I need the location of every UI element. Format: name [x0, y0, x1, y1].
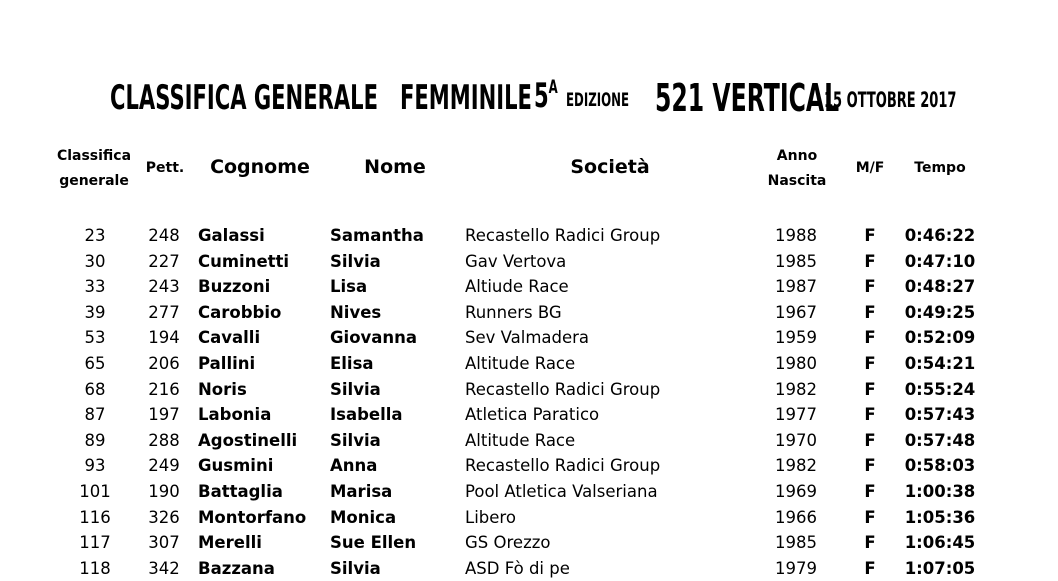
rank-cell: 89: [84, 430, 106, 450]
table-row: [0, 325, 1058, 350]
table-row: [0, 249, 1058, 274]
time-cell: 0:52:09: [904, 328, 976, 348]
table-row: [0, 556, 1058, 581]
name-cell: Monica: [330, 507, 397, 527]
club-cell: Altitude Race: [465, 430, 576, 450]
sex-cell: F: [864, 328, 876, 348]
club-cell: Altiude Race: [465, 277, 569, 297]
sex-cell: F: [864, 507, 876, 527]
bib-cell: 342: [148, 558, 180, 578]
rank-cell: 39: [84, 302, 106, 322]
table-row: [0, 530, 1058, 555]
bib-cell: 277: [148, 302, 180, 322]
title-edition-sup: A: [548, 76, 558, 98]
rank-cell: 53: [84, 328, 106, 348]
name-cell: Silvia: [330, 251, 381, 271]
sex-cell: F: [864, 482, 876, 501]
time-cell: 1:06:45: [904, 533, 976, 553]
header-club: Società: [570, 156, 650, 178]
year-cell: 1966: [775, 507, 817, 527]
header-sex: M/F: [855, 160, 885, 176]
time-cell: 0:57:43: [904, 405, 976, 425]
surname-cell: Montorfano: [198, 507, 307, 527]
time-cell: 1:05:36: [904, 507, 976, 527]
sex-cell: F: [864, 558, 876, 578]
year-cell: 1959: [775, 328, 817, 348]
name-cell: Nives: [330, 302, 382, 322]
club-cell: ASD Fò di pe: [465, 558, 570, 578]
header-year: [758, 144, 836, 194]
name-cell: Silvia: [330, 558, 381, 578]
year-cell: 1969: [775, 482, 817, 501]
name-cell: Silvia: [330, 379, 381, 399]
time-cell: 0:47:10: [904, 251, 976, 271]
rank-cell: 101: [79, 482, 111, 501]
time-cell: 0:48:27: [904, 277, 976, 297]
name-cell: Lisa: [330, 277, 368, 297]
header-time: Tempo: [914, 160, 966, 176]
title-edition-number: $5^A$: [534, 76, 558, 116]
table-row: [0, 274, 1058, 299]
sex-cell: F: [864, 430, 876, 450]
time-cell: 0:49:25: [904, 302, 976, 322]
title-edition-word: EDIZIONE: [566, 89, 630, 111]
title-main: CLASSIFICA GENERALE FEMMINILE: [110, 78, 532, 118]
year-cell: 1985: [775, 533, 817, 553]
bib-cell: 248: [148, 226, 180, 245]
name-cell: Silvia: [330, 430, 381, 450]
year-cell: 1985: [775, 251, 817, 271]
time-cell: 0:55:24: [904, 379, 976, 399]
title-event: 521 VERTICAL: [655, 76, 840, 120]
surname-cell: Pallini: [198, 354, 256, 373]
sex-cell: F: [864, 405, 876, 425]
name-cell: Giovanna: [330, 328, 418, 348]
year-cell: 1980: [775, 354, 817, 373]
header-rank-line2: generale: [59, 173, 129, 189]
table-row: [0, 223, 1058, 248]
bib-cell: 216: [148, 379, 180, 399]
rank-cell: 117: [79, 533, 111, 553]
year-cell: 1982: [775, 379, 817, 399]
bib-cell: 197: [148, 405, 180, 425]
sex-cell: F: [864, 251, 876, 271]
sex-cell: F: [864, 226, 876, 245]
club-cell: Atletica Paratico: [465, 405, 600, 425]
table-row: [0, 300, 1058, 325]
bib-cell: 194: [148, 328, 180, 348]
name-cell: Marisa: [330, 482, 393, 501]
surname-cell: Cavalli: [198, 328, 261, 348]
year-cell: 1987: [775, 277, 817, 297]
surname-cell: Bazzana: [198, 558, 275, 578]
rank-cell: 93: [84, 456, 106, 476]
rank-cell: 65: [84, 354, 106, 373]
header-rank: [52, 144, 136, 194]
year-cell: 1982: [775, 456, 817, 476]
bib-cell: 206: [148, 354, 180, 373]
sex-cell: F: [864, 354, 876, 373]
club-cell: Altitude Race: [465, 354, 576, 373]
table-row: [0, 453, 1058, 478]
table-row: [0, 402, 1058, 427]
surname-cell: Carobbio: [198, 302, 282, 322]
time-cell: 0:58:03: [904, 456, 976, 476]
sex-cell: F: [864, 456, 876, 476]
title-date: 15 OTTOBRE 2017: [824, 88, 957, 112]
club-cell: Runners BG: [465, 302, 562, 322]
table-row: [0, 377, 1058, 402]
header-surname: Cognome: [210, 156, 310, 178]
header-rank-line1: Classifica: [56, 148, 132, 164]
name-cell: Samantha: [330, 226, 424, 245]
bib-cell: 307: [148, 533, 180, 553]
club-cell: GS Orezzo: [465, 533, 551, 553]
table-row: [0, 479, 1058, 504]
bib-cell: 249: [148, 456, 180, 476]
year-cell: 1970: [775, 430, 817, 450]
sex-cell: F: [864, 302, 876, 322]
club-cell: Libero: [465, 507, 516, 527]
surname-cell: Cuminetti: [198, 251, 290, 271]
rank-cell: 87: [84, 405, 106, 425]
club-cell: Sev Valmadera: [465, 328, 590, 348]
table-row: [0, 428, 1058, 453]
club-cell: Recastello Radici Group: [465, 226, 661, 245]
year-cell: 1988: [775, 226, 817, 245]
sex-cell: F: [864, 379, 876, 399]
sex-cell: F: [864, 277, 876, 297]
year-cell: 1967: [775, 302, 817, 322]
time-cell: 1:00:38: [904, 482, 976, 501]
name-cell: Sue Ellen: [330, 533, 417, 553]
bib-cell: 190: [148, 482, 180, 501]
header-year-line2: Nascita: [767, 173, 827, 189]
header-year-line1: Anno: [776, 148, 818, 164]
surname-cell: Labonia: [198, 405, 272, 425]
bib-cell: 243: [148, 277, 180, 297]
page-title: [0, 72, 1058, 122]
name-cell: Isabella: [330, 405, 403, 425]
club-cell: Recastello Radici Group: [465, 379, 661, 399]
time-cell: 0:54:21: [904, 354, 976, 373]
name-cell: Anna: [330, 456, 378, 476]
time-cell: 0:46:22: [904, 226, 976, 245]
surname-cell: Agostinelli: [198, 430, 298, 450]
rank-cell: 118: [79, 558, 111, 578]
club-cell: Pool Atletica Valseriana: [465, 482, 658, 501]
rank-cell: 33: [84, 277, 106, 297]
header-name: Nome: [364, 156, 426, 178]
surname-cell: Gusmini: [198, 456, 274, 476]
rank-cell: 68: [84, 379, 106, 399]
year-cell: 1977: [775, 405, 817, 425]
club-cell: Gav Vertova: [465, 251, 567, 271]
club-cell: Recastello Radici Group: [465, 456, 661, 476]
time-cell: 1:07:05: [904, 558, 976, 578]
header-bib: Pett.: [145, 160, 185, 176]
rank-cell: 30: [84, 251, 106, 271]
year-cell: 1979: [775, 558, 817, 578]
surname-cell: Merelli: [198, 533, 262, 553]
bib-cell: 326: [148, 507, 180, 527]
sex-cell: F: [864, 533, 876, 553]
table-row: [0, 351, 1058, 376]
surname-cell: Battaglia: [198, 482, 283, 501]
bib-cell: 227: [148, 251, 180, 271]
surname-cell: Buzzoni: [198, 277, 271, 297]
surname-cell: Galassi: [198, 226, 265, 245]
bib-cell: 288: [148, 430, 180, 450]
time-cell: 0:57:48: [904, 430, 976, 450]
table-row: [0, 505, 1058, 530]
rank-cell: 23: [84, 226, 106, 245]
rank-cell: 116: [79, 507, 111, 527]
name-cell: Elisa: [330, 354, 374, 373]
surname-cell: Noris: [198, 379, 247, 399]
